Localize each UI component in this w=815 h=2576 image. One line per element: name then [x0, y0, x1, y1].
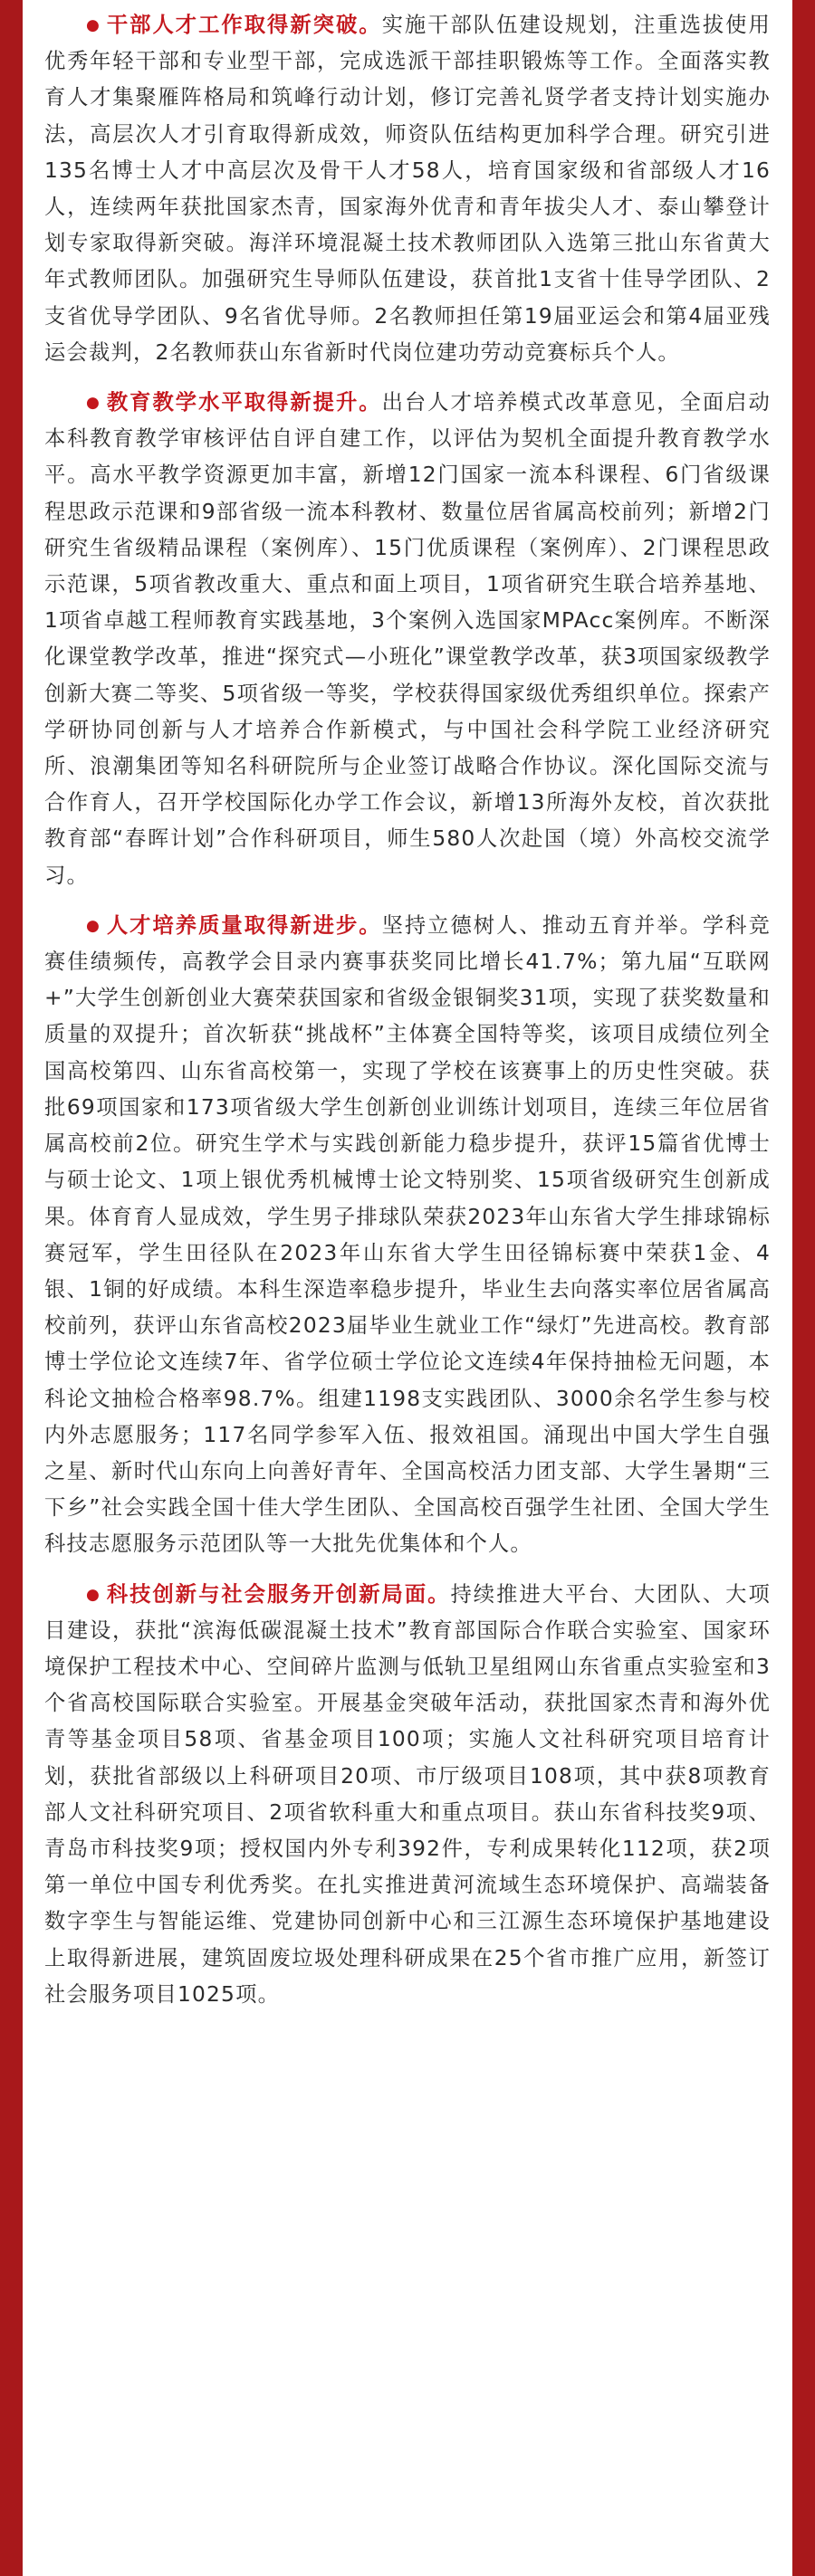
section-cadre-talent: [44, 7, 771, 371]
article-panel: [23, 0, 792, 2576]
bullet-icon: ●: [86, 1585, 101, 1604]
section-heading: 人才培养质量取得新进步。: [106, 912, 382, 938]
bullet-icon: ●: [86, 16, 101, 34]
section-heading: 干部人才工作取得新突破。: [106, 13, 382, 37]
section-body: 持续推进大平台、大团队、大项目建设，获批“滨海低碳混凝土技术”教育部国际合作联合实验室、国家环境保护工程技术中心、空间碎片监测与低轨卫星组网山东省重点实验室和3个省高校国际联合实验室。开展基金突破年活动，获批国家杰青和海外优青等基金项目58项、省基金项目100项；实施人文社科研究项目培育计划，获批省部级以上科研项目20项、市厅级项目108项，其中获8项教育部人文社科研究项目、2项省软科重大和重点项目。获山东省科技奖9项、青岛市科技奖9项；授权国内外专利392件，专利成果转化112项，获2项第一单位中国专利优秀奖。在扎实推进黄河流域生态环境保护、高端装备数字孪生与智能运维、党建协同创新中心和三江源生态环境保护基地建设上取得新进展，建筑固废垃圾处理科研成果在25个省市推广应用，新签订社会服务项目1025项。: [44, 1581, 771, 2007]
section-body: 实施干部队伍建设规划，注重选拔使用优秀年轻干部和专业型干部，完成选派干部挂职锻炼等工作。全面落实教育人才集聚雁阵格局和筑峰行动计划，修订完善礼贤学者支持计划实施办法，高层次人才引育取得新成效，师资队伍结构更加科学合理。研究引进135名博士人才中高层次及骨干人才58人，培育国家级和省部级人才16人，连续两年获批国家杰青，国家海外优青和青年拔尖人才、泰山攀登计划专家取得新突破。海洋环境混凝土技术教师团队入选第三批山东省黄大年式教师团队。加强研究生导师队伍建设，获首批1支省十佳导学团队、2支省优导学团队、9名省优导师。2名教师担任第19届亚运会和第4届亚残运会裁判，2名教师获山东省新时代岗位建功劳动竞赛标兵个人。: [44, 13, 771, 365]
section-training-quality: [44, 908, 771, 1563]
section-research-service: [44, 1577, 771, 2013]
section-heading: 教育教学水平取得新提升。: [106, 390, 382, 415]
bullet-icon: ●: [86, 394, 101, 413]
section-body: 坚持立德树人、推动五育并举。学科竞赛佳绩频传，高教学会目录内赛事获奖同比增长41.7%；第九届“互联网+”大学生创新创业大赛荣获国家和省级金银铜奖31项，实现了获奖数量和质量的双提升；首次斩获“挑战杯”主体赛全国特等奖，该项目成绩位列全国高校第四、山东省高校第一，实现了学校在该赛事上的历史性突破。获批69项国家和173项省级大学生创新创业训练计划项目，连续三年位居省属高校前2位。研究生学术与实践创新能力稳步提升，获评15篇省优博士与硕士论文、1项上银优秀机械博士论文特别奖、15项省级研究生创新成果。体育育人显成效，学生男子排球队荣获2023年山东省大学生排球锦标赛冠军，学生田径队在2023年山东省大学生田径锦标赛中荣获1金、4银、1铜的好成绩。本科生深造率稳步提升，毕业生去向落实率位居省属高校前列，获评山东省高校2023届毕业生就业工作“绿灯”先进高校。教育部博士学位论文连续7年、省学位硕士学位论文连续4年保持抽检无问题，本科论文抽检合格率98.7%。组建1198支实践团队、3000余名学生参与校内外志愿服务；117名同学参军入伍、报效祖国。涌现出中国大学生自强之星、新时代山东向上向善好青年、全国高校活力团支部、大学生暑期“三下乡”社会实践全国十佳大学生团队、全国高校百强学生社团、全国大学生科技志愿服务示范团队等一大批先优集体和个人。: [44, 912, 771, 1557]
bullet-icon: ●: [86, 916, 101, 935]
section-body: 出台人才培养模式改革意见，全面启动本科教育教学审核评估自评自建工作，以评估为契机全面提升教育教学水平。高水平教学资源更加丰富，新增12门国家一流本科课程、6门省级课程思政示范课和9部省级一流本科教材、数量位居省属高校前列；新增2门研究生省级精品课程（案例库）、15门优质课程（案例库）、2门课程思政示范课，5项省教改重大、重点和面上项目，1项省研究生联合培养基地、1项省卓越工程师教育实践基地，3个案例入选国家MPAcc案例库。不断深化课堂教学改革，推进“探究式—小班化”课堂教学改革，获3项国家级教学创新大赛二等奖、5项省级一等奖，学校获得国家级优秀组织单位。探索产学研协同创新与人才培养合作新模式，与中国社会科学院工业经济研究所、浪潮集团等知名科研院所与企业签订战略合作协议。深化国际交流与合作育人，召开学校国际化办学工作会议，新增13所海外友校，首次获批教育部“春晖计划”合作科研项目，师生580人次赴国（境）外高校交流学习。: [44, 390, 771, 888]
section-heading: 科技创新与社会服务开创新局面。: [106, 1581, 451, 1607]
section-teaching: [44, 385, 771, 894]
